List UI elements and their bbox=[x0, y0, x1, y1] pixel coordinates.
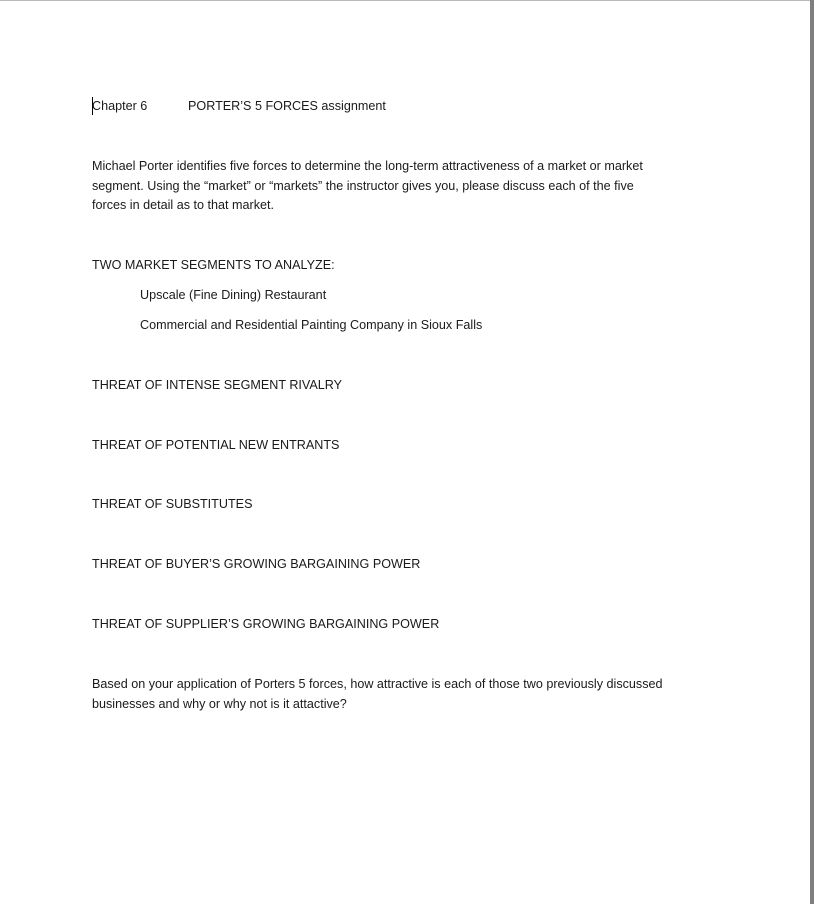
document-heading bbox=[92, 96, 386, 116]
chapter-label: Chapter 6 bbox=[92, 99, 148, 113]
closing-line: businesses and why or why not is it attactive? bbox=[92, 697, 347, 711]
threat-heading-buyer-power: THREAT OF BUYER’S GROWING BARGAINING POWER bbox=[92, 557, 421, 571]
threat-heading-substitutes: THREAT OF SUBSTITUTES bbox=[92, 497, 253, 511]
window-edge bbox=[810, 0, 814, 904]
segments-heading: TWO MARKET SEGMENTS TO ANALYZE: bbox=[92, 258, 335, 272]
segment-item: Upscale (Fine Dining) Restaurant bbox=[140, 288, 327, 302]
assignment-title: PORTER’S 5 FORCES assignment bbox=[188, 99, 386, 113]
threat-heading-supplier-power: THREAT OF SUPPLIER’S GROWING BARGAINING POWER bbox=[92, 617, 440, 631]
threat-heading-rivalry: THREAT OF INTENSE SEGMENT RIVALRY bbox=[92, 378, 343, 392]
threat-heading-new-entrants: THREAT OF POTENTIAL NEW ENTRANTS bbox=[92, 438, 340, 452]
intro-line: Michael Porter identifies five forces to determine the long-term attractiveness of a market or market bbox=[92, 159, 643, 173]
intro-line: forces in detail as to that market. bbox=[92, 198, 274, 212]
intro-line: segment. Using the “market” or “markets” the instructor gives you, please discuss each of the five bbox=[92, 179, 634, 193]
closing-line: Based on your application of Porters 5 forces, how attractive is each of those two previously discussed bbox=[92, 677, 663, 691]
segment-item: Commercial and Residential Painting Company in Sioux Falls bbox=[140, 318, 483, 332]
